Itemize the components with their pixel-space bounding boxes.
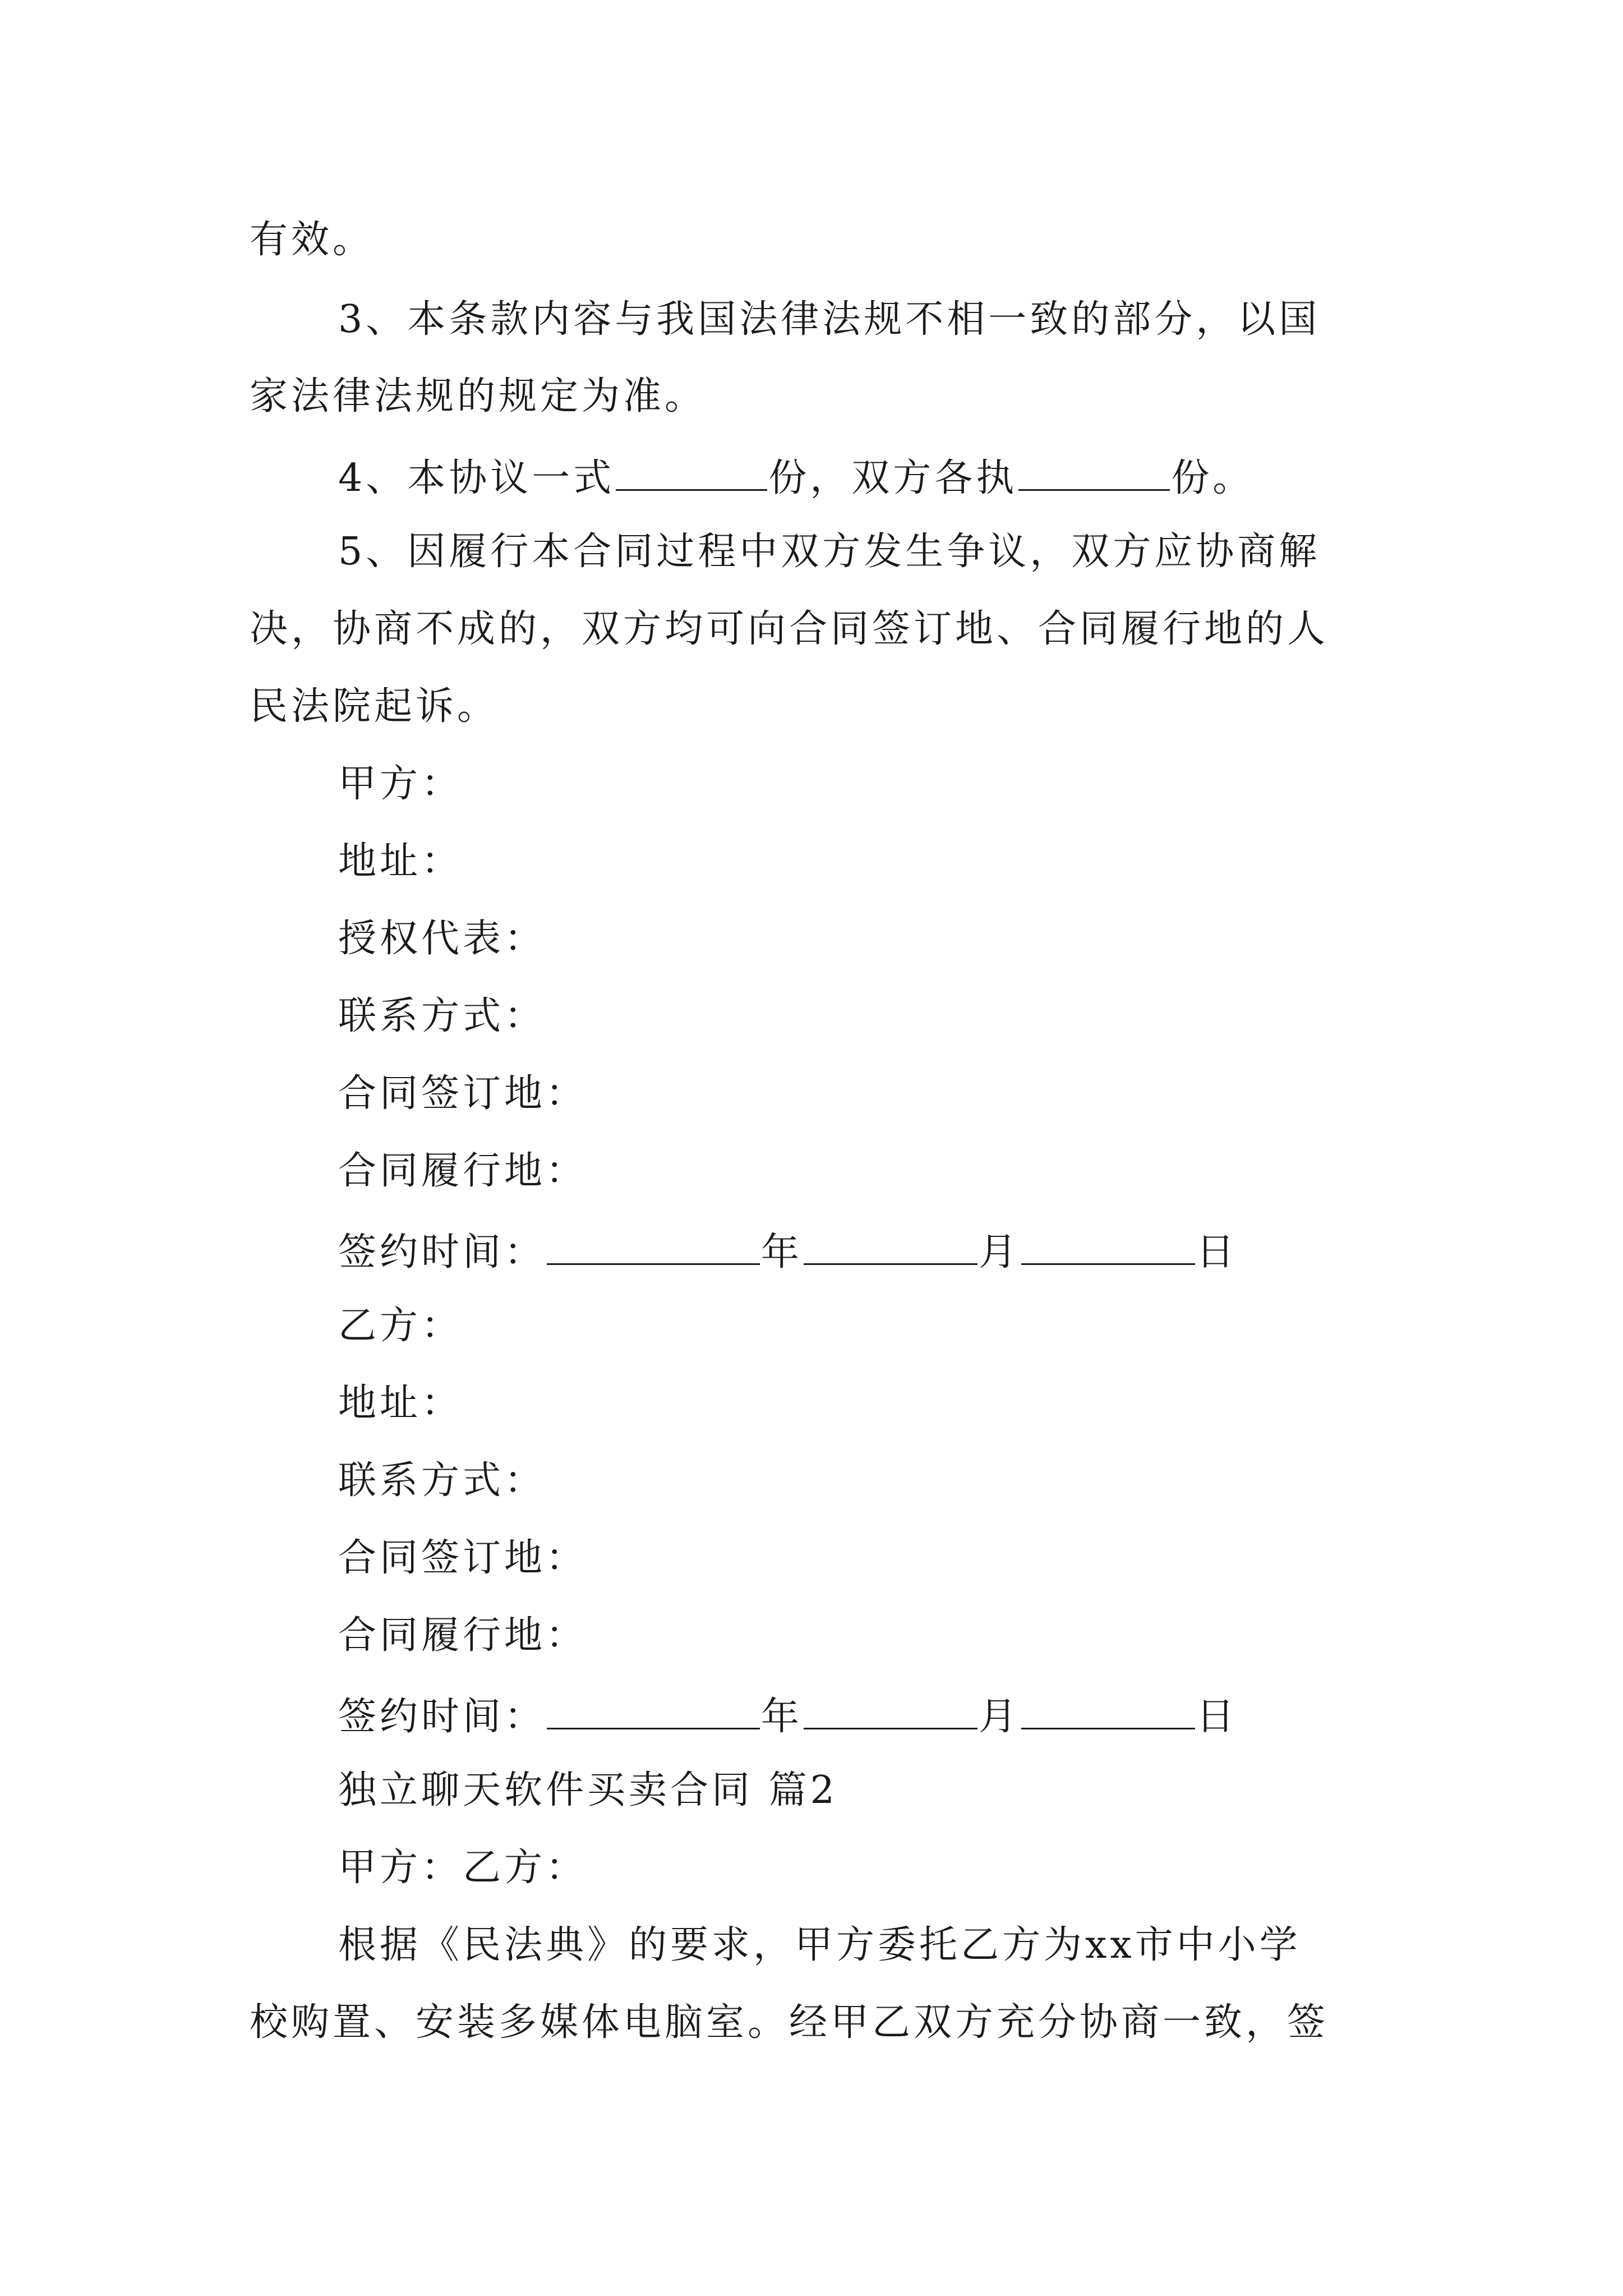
text-line: 3、本条款内容与我国法律法规不相一致的部分，以国: [338, 297, 1321, 342]
party-a-perform-place: 合同履行地：: [338, 1149, 588, 1193]
party-a-sign-place: 合同签订地：: [338, 1071, 588, 1116]
month-blank: [804, 1694, 978, 1729]
party-a-contact: 联系方式：: [338, 994, 546, 1038]
copies-suffix: 份。: [1171, 456, 1255, 500]
month-label: 月: [979, 1230, 1021, 1274]
text-line: 家法律法规的规定为准。: [250, 374, 707, 418]
copies-prefix: 4、本协议一式: [338, 456, 615, 500]
day-label: 日: [1196, 1230, 1238, 1274]
party-b-sign-date: [0, 1694, 1623, 1739]
text-line: 有效。: [250, 218, 375, 262]
month-label: 月: [979, 1695, 1021, 1739]
party-b-label: 乙方：: [338, 1304, 463, 1348]
sign-date-label: 签约时间：: [338, 1230, 546, 1274]
parties-line: 甲方：乙方：: [338, 1846, 588, 1890]
text-line: 根据《民法典》的要求，甲方委托乙方为xx市中小学: [338, 1923, 1301, 1967]
text-line: 决，协商不成的，双方均可向合同签订地、合同履行地的人: [250, 607, 1329, 651]
copies-each-blank: [1018, 455, 1170, 491]
day-label: 日: [1196, 1695, 1238, 1739]
party-b-address: 地址：: [338, 1381, 463, 1425]
sign-date-label: 签约时间：: [338, 1695, 546, 1739]
year-label: 年: [761, 1230, 803, 1274]
year-blank: [547, 1694, 760, 1729]
party-a-label: 甲方：: [338, 762, 463, 806]
text-line: 校购置、安装多媒体电脑室。经甲乙双方充分协商一致，签: [250, 2000, 1329, 2045]
text-line: 5、因履行本合同过程中双方发生争议，双方应协商解: [338, 530, 1321, 574]
party-b-contact: 联系方式：: [338, 1458, 546, 1503]
copies-mid: 份，双方各执: [768, 456, 1018, 500]
party-b-sign-place: 合同签订地：: [338, 1536, 588, 1580]
section-heading: 独立聊天软件买卖合同 篇2: [338, 1768, 838, 1812]
day-blank: [1021, 1694, 1195, 1729]
copies-clause: [0, 455, 1623, 498]
party-b-perform-place: 合同履行地：: [338, 1613, 588, 1658]
day-blank: [1021, 1230, 1195, 1265]
text-line: 民法院起诉。: [250, 684, 499, 729]
party-a-sign-date: [0, 1230, 1623, 1272]
month-blank: [804, 1230, 978, 1265]
year-label: 年: [761, 1695, 803, 1739]
copies-total-blank: [616, 455, 767, 491]
party-a-representative: 授权代表：: [338, 917, 546, 961]
party-a-address: 地址：: [338, 839, 463, 884]
year-blank: [547, 1230, 760, 1265]
